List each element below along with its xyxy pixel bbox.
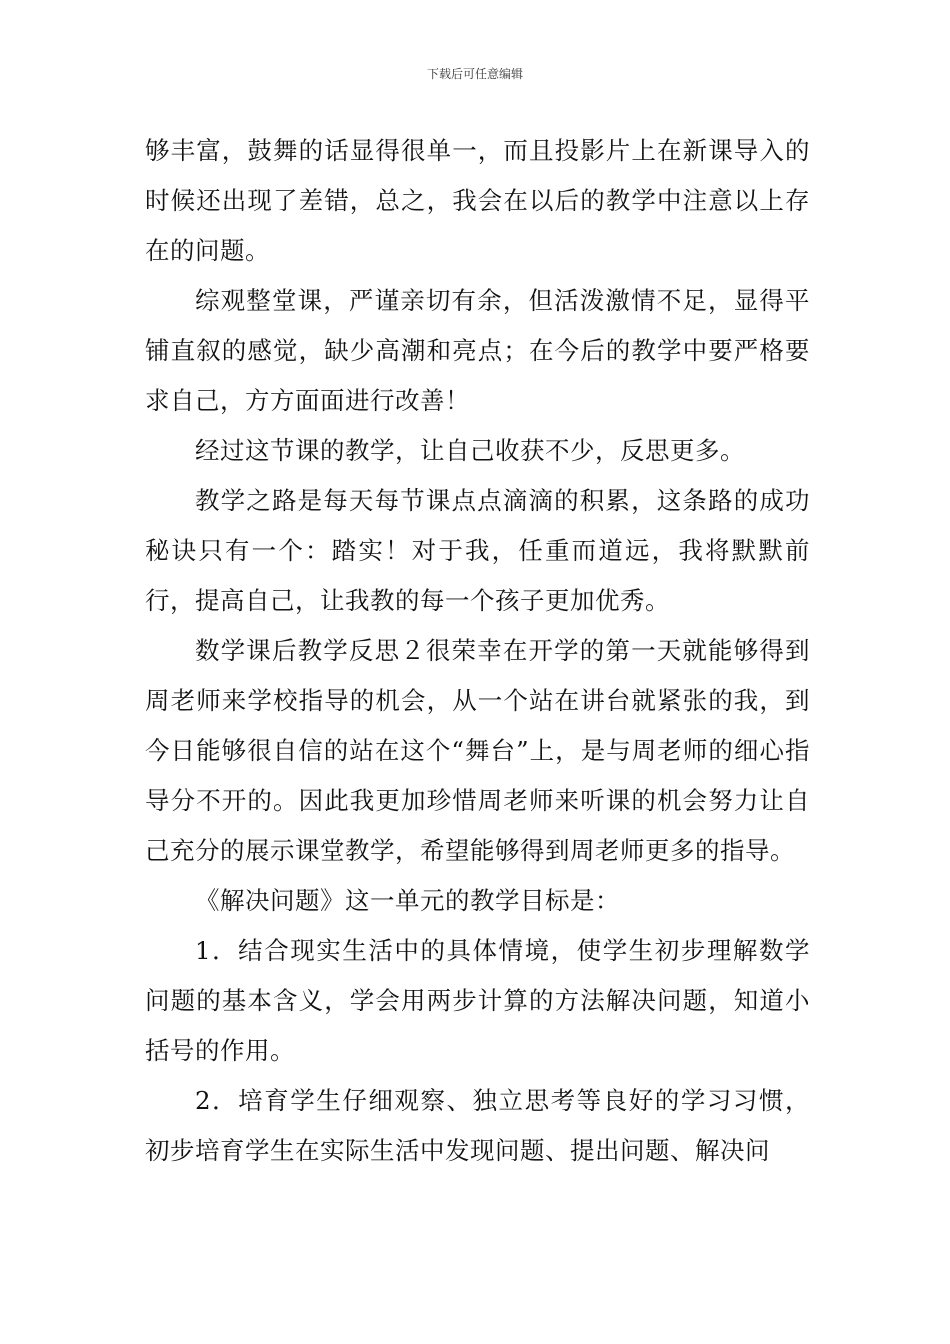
paragraph-5: 数学课后教学反思２很荣幸在开学的第一天就能够得到周老师来学校指导的机会，从一个站在讲台就紧张的我，到今日能够很自信的站在这个“舞台”上，是与周老师的细心指导分不开的。因此我更加珍惜周老师来听课的机会努力让自己充分的展示课堂教学，希望能够得到周老师更多的指导。 — [145, 636, 810, 865]
paragraph-7: 1．结合现实生活中的具体情境，使学生初步理解数学问题的基本含义，学会用两步计算的方法解决问题，知道小括号的作用。 — [145, 936, 810, 1065]
paragraph-1: 够丰富，鼓舞的话显得很单一，而且投影片上在新课导入的时候还出现了差错，总之，我会在以后的教学中注意以上存在的问题。 — [145, 136, 810, 265]
document-body — [145, 126, 810, 1176]
page-header: 下载后可任意编辑 — [426, 67, 523, 81]
paragraph-8: 2．培育学生仔细观察、独立思考等良好的学习习惯，初步培育学生在实际生活中发现问题、提出问题、解决问 — [145, 1086, 810, 1165]
paragraph-6: 《解决问题》这一单元的教学目标是： — [195, 886, 620, 915]
paragraph-2: 综观整堂课，严谨亲切有余，但活泼激情不足，显得平铺直叙的感觉，缺少高潮和亮点；在今后的教学中要严格要求自己，方方面面进行改善！ — [145, 286, 810, 415]
paragraph-4: 教学之路是每天每节课点点滴滴的积累，这条路的成功秘诀只有一个：踏实！对于我，任重而道远，我将默默前行，提高自己，让我教的每一个孩子更加优秀。 — [145, 486, 810, 615]
paragraph-3: 经过这节课的教学，让自己收获不少，反思更多。 — [195, 436, 745, 465]
